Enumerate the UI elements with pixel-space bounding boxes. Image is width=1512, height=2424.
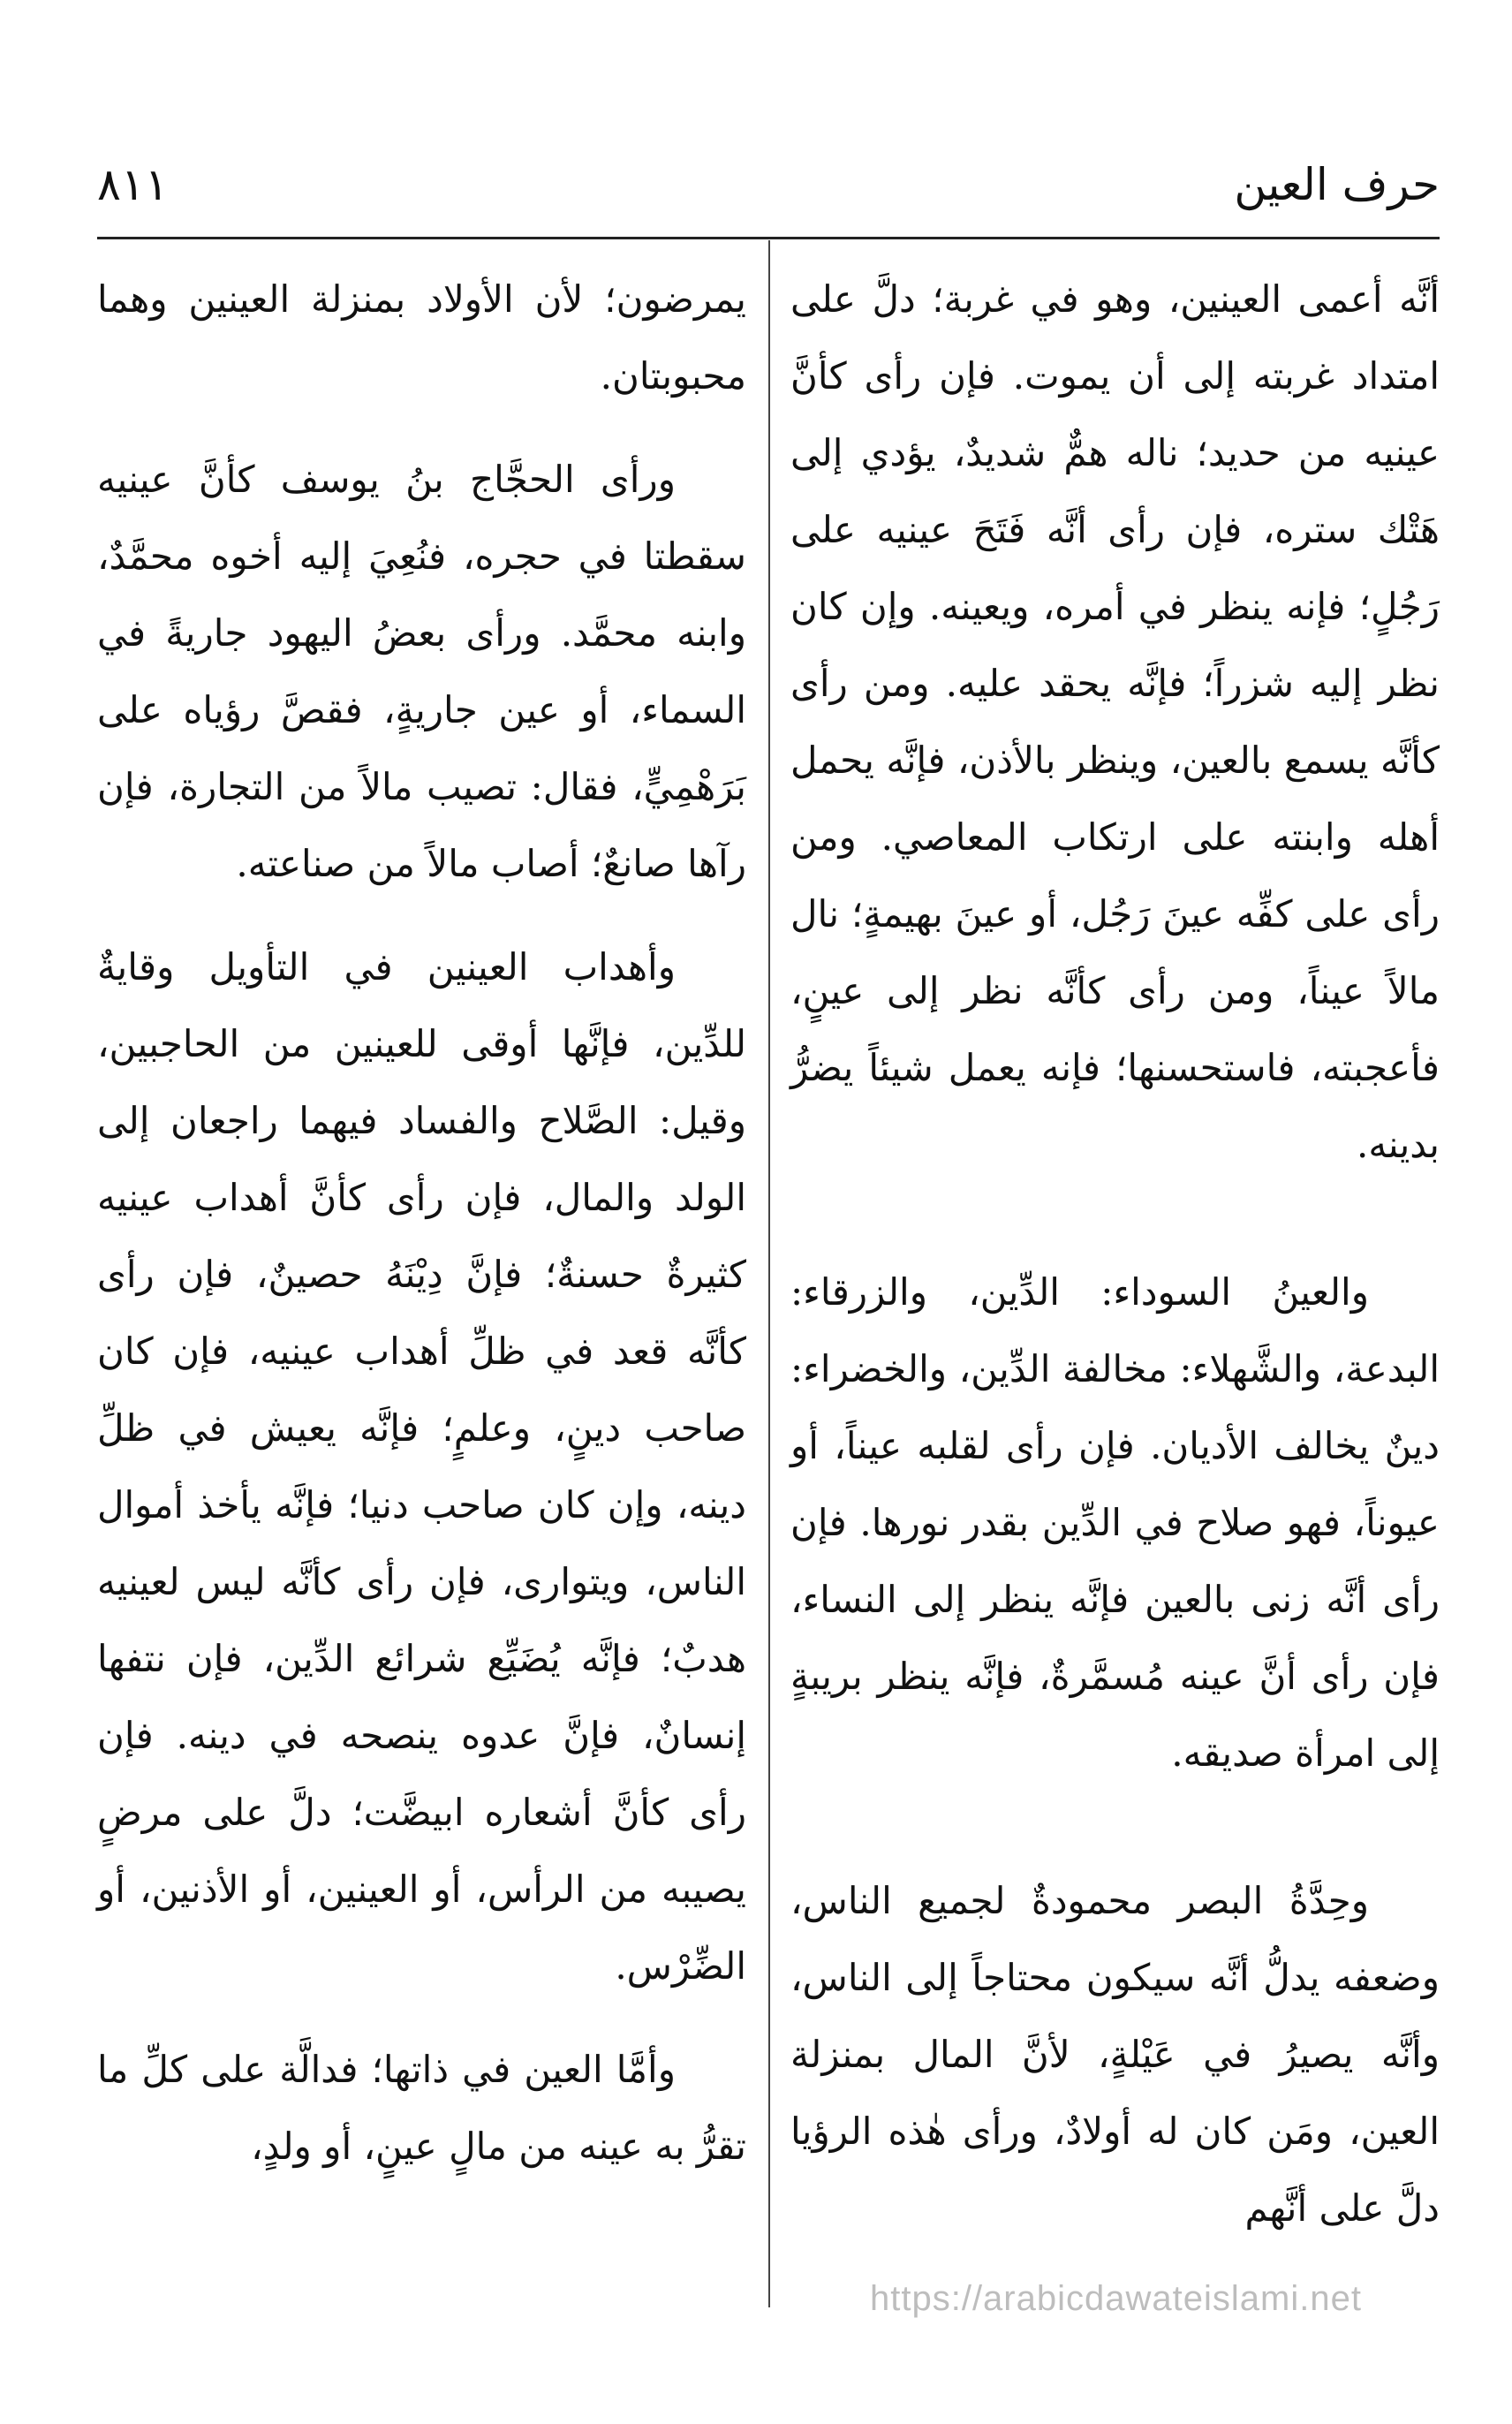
paragraph: وأمَّا العين في ذاتها؛ فدالَّة على كلِّ ما تقرُّ به عينه من مالٍ عينٍ، أو ولدٍ،	[97, 2048, 746, 2168]
header-rule	[97, 237, 1440, 239]
paragraph: ورأى الحجَّاج بنُ يوسف كأنَّ عينيه سقطتا في حجره، فنُعِيَ إليه أخوه محمَّدٌ، وابنه محمَّد. ورأى بعضُ اليهود جاريةً في السماء، أو عين جاريةٍ، فقصَّ رؤياه على بَرَهْمِيٍّ، فقال: تصيب مالاً من التجارة، فإن رآها صانعٌ؛ أصاب مالاً من صناعته.	[97, 458, 746, 885]
right-column	[790, 261, 1440, 2246]
watermark-url: https://arabicdawateislami.net	[870, 2279, 1362, 2318]
paragraph: وحِدَّةُ البصر محمودةٌ لجميع الناس، وضعفه يدلُّ أنَّه سيكون محتاجاً إلى الناس، وأنَّه يصيرُ في عَيْلةٍ، لأنَّ المال بمنزلة العين، ومَن كان له أولادٌ، ورأى هٰذه الرؤيا دلَّ على أنَّهم	[790, 1879, 1440, 2230]
paragraph: أنَّه أعمى العينين، وهو في غربة؛ دلَّ على امتداد غربته إلى أن يموت. فإن رأى كأنَّ عينيه من حديد؛ ناله همٌّ شديدٌ، يؤدي إلى هَتْك ستره، فإن رأى أنَّه فَتَحَ عينيه على رَجُلٍ؛ فإنه ينظر في أمره، ويعينه. وإن كان نظر إليه شزراً؛ فإنَّه يحقد عليه. ومن رأى كأنَّه يسمع بالعين، وينظر بالأذن، فإنَّه يحمل أهله وابنته على ارتكاب المعاصي. ومن رأى على كفِّه عينَ رَجُل، أو عينَ بهيمةٍ؛ نال مالاً عيناً، ومن رأى كأنَّه نظر إلى عينٍ، فأعجبته، فاستحسنها؛ فإنه يعمل شيئاً يضرُّ بدينه.	[790, 277, 1440, 1166]
paragraph: وأهداب العينين في التأويل وقايةٌ للدِّين، فإنَّها أوقى للعينين من الحاجبين، وقيل: الصَّلاح والفساد فيهما راجعان إلى الولد والمال، فإن رأى كأنَّ أهداب عينيه كثيرةٌ حسنةٌ؛ فإنَّ دِيْنَهُ حصينٌ، فإن رأى كأنَّه قعد في ظلِّ أهداب عينيه، فإن كان صاحب دينٍ، وعلمٍ؛ فإنَّه يعيش في ظلِّ دينه، وإن كان صاحب دنيا؛ فإنَّه يأخذ أموال الناس، ويتوارى، فإن رأى كأنَّه ليس لعينيه هدبٌ؛ فإنَّه يُضَيِّع شرائع الدِّين، فإن نتفها إنسانٌ، فإنَّ عدوه ينصحه في دينه. فإن رأى كأنَّ أشعاره ابيضَّت؛ دلَّ على مرضٍ يصيبه من الرأس، أو العينين، أو الأذنين، أو الضِّرْس.	[97, 945, 746, 1988]
column-divider	[768, 240, 770, 2307]
paragraph: والعينُ السوداء: الدِّين، والزرقاء: البدعة، والشَّهلاء: مخالفة الدِّين، والخضراء: دينٌ يخالف الأديان. فإن رأى لقلبه عيناً، أو عيوناً، فهو صلاح في الدِّين بقدر نورها. فإن رأى أنَّه زنى بالعين فإنَّه ينظر إلى النساء، فإن رأى أنَّ عينه مُسمَّرةٌ، فإنَّه ينظر بريبةٍ إلى امرأة صديقه.	[790, 1270, 1440, 1775]
left-column	[97, 261, 746, 2185]
paragraph: يمرضون؛ لأن الأولاد بمنزلة العينين وهما محبوبتان.	[97, 277, 746, 398]
page-header	[97, 159, 1440, 230]
page-number: ٨١١	[97, 159, 169, 210]
chapter-title: حرف العين	[1234, 159, 1440, 210]
